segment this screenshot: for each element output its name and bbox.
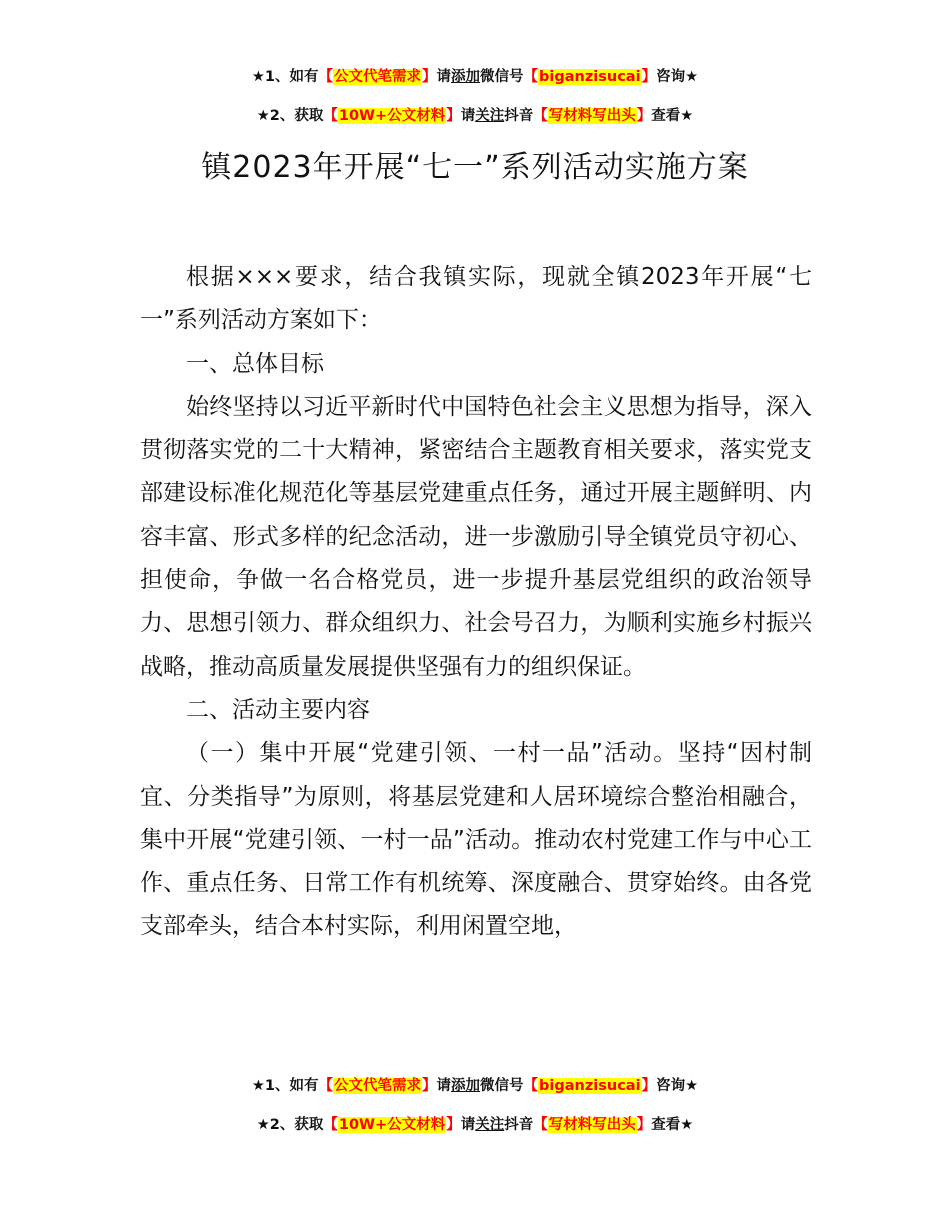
promo-text: 查看★ [651,108,694,124]
promo-text: 咨询★ [656,69,699,85]
bracket: 【 [318,1078,334,1094]
promo-underlined: 添加 [451,69,481,85]
bracket: 】 [636,1117,652,1133]
promo-highlight: 公文代笔需求 [334,69,422,85]
promo-underlined: 关注 [475,108,505,124]
promo-text: 请 [436,1078,452,1094]
bracket: 【 [318,69,334,85]
paragraph-goal: 始终坚持以习近平新时代中国特色社会主义思想为指导，深入贯彻落实党的二十大精神，紧密结合主题教育相关要求，落实党支部建设标准化规范化等基层党建重点任务，通过开展主题鲜明、内容丰富、形式多样的纪念活动，进一步激励引导全镇党员守初心、担使命，争做一名合格党员，进一步提升基层党组织的政治领导力、思想引领力、群众组织力、社会号召力，为顺利实施乡村振兴战略，推动高质量发展提供坚强有力的组织保证。 [140,393,812,680]
bracket: 】 [422,69,437,85]
promo-text: 咨询★ [656,1078,699,1094]
promo-text: 抖音 [504,1117,534,1133]
document-title: 镇2023年开展“七一”系列活动实施方案 [201,150,749,185]
bracket: 【 [523,1078,539,1094]
document-body [140,256,812,949]
bracket: 】 [422,1078,437,1094]
promo-text: ★2、获取 [256,108,324,124]
promo-wechat-id: biganzisucai [539,69,641,85]
paragraph-intro: 根据×××要求，结合我镇实际，现就全镇2023年开展“七一”系列活动方案如下： [140,264,812,334]
promo-text: 查看★ [651,1117,694,1133]
promo-text: ★2、获取 [256,1117,324,1133]
promo-highlight: 公文代笔需求 [334,1078,422,1094]
promo-underlined: 添加 [451,1078,481,1094]
promo-banner-top-1 [0,67,950,87]
bracket: 】 [641,1078,657,1094]
bracket: 【 [533,108,548,124]
promo-text: 微信号 [480,69,524,85]
bracket: 【 [323,108,338,124]
bracket: 【 [523,69,539,85]
promo-banner-bottom-2 [0,1115,950,1135]
bracket: 【 [533,1117,548,1133]
bracket: 】 [446,108,461,124]
promo-douyin-account: 写材料写出头 [548,108,636,124]
promo-text: 请 [460,1117,476,1133]
promo-highlight: 10W+公文材料 [338,108,446,124]
section-heading-2: 二、活动主要内容 [186,696,370,723]
promo-text: ★1、如有 [251,69,319,85]
promo-douyin-account: 写材料写出头 [548,1117,636,1133]
bracket: 】 [636,108,652,124]
promo-text: 请 [460,108,476,124]
promo-wechat-id: biganzisucai [539,1078,641,1094]
bracket: 】 [446,1117,461,1133]
promo-underlined: 关注 [475,1117,505,1133]
promo-text: 微信号 [480,1078,524,1094]
promo-banner-top-2 [0,106,950,126]
promo-text: 抖音 [504,108,534,124]
bracket: 】 [641,69,657,85]
promo-banner-bottom-1 [0,1076,950,1096]
bracket: 【 [323,1117,338,1133]
promo-text: ★1、如有 [251,1078,319,1094]
promo-highlight: 10W+公文材料 [338,1117,446,1133]
paragraph-activity-1: （一）集中开展“党建引领、一村一品”活动。坚持“因村制宜、分类指导”为原则，将基层党建和人居环境综合整治相融合，集中开展“党建引领、一村一品”活动。推动农村党建工作与中心工作、重点任务、日常工作有机统筹、深度融合、贯穿始终。由各党支部牵头，结合本村实际，利用闲置空地， [140,740,812,940]
promo-text: 请 [436,69,452,85]
section-heading-1: 一、总体目标 [186,350,324,377]
